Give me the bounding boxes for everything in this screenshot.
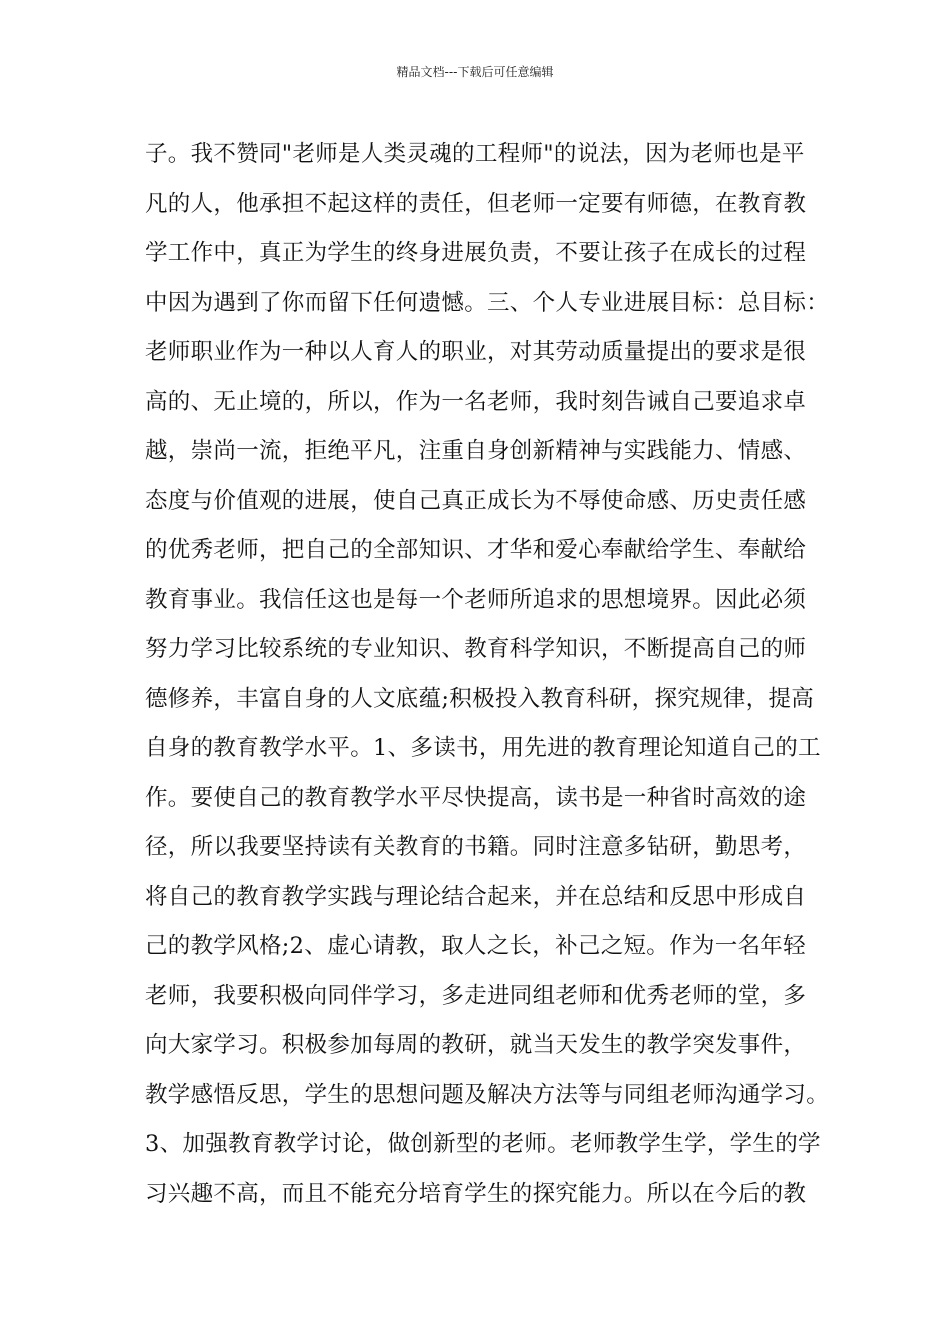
text-line: 努力学习比较系统的专业知识、教育科学知识，不断提高自己的师 [145,636,807,662]
text-line: 老师，我要积极向同伴学习，多走进同组老师和优秀老师的堂，多 [145,982,807,1009]
text-line: 老师职业作为一种以人育人的职业，对其劳动质量提出的要求是很 [145,339,807,365]
text-line: 习兴趣不高，而且不能充分培育学生的探究能力。所以在今后的教 [145,1180,807,1207]
text-line: 自身的教育教学水平。1、多读书，用先进的教育理论知道自己的工 [145,735,821,761]
text-line: 中因为遇到了你而留下任何遗憾。三、个人专业进展目标：总目标： [145,289,830,316]
text-line: 子。我不赞同"老师是人类灵魂的工程师"的说法，因为老师也是平 [145,141,805,167]
text-line: 学工作中，真正为学生的终身进展负责，不要让孩子在成长的过程 [145,240,807,266]
text-line: 作。要使自己的教育教学水平尽快提高，读书是一种省时高效的途 [145,784,807,811]
text-line: 3、加强教育教学讨论，做创新型的老师。老师教学生学，学生的学 [145,1131,821,1157]
text-line: 己的教学风格;2、虚心请教，取人之长，补己之短。作为一名年轻 [145,933,806,959]
text-line: 的优秀老师，把自己的全部知识、才华和爱心奉献给学生、奉献给 [145,537,807,563]
text-line: 向大家学习。积极参加每周的教研，就当天发生的教学突发事件， [145,1032,807,1058]
text-line: 教学感悟反思，学生的思想问题及解决方法等与同组老师沟通学习。 [145,1081,830,1108]
text-line: 将自己的教育教学实践与理论结合起来，并在总结和反思中形成自 [145,883,807,910]
text-line: 高的、无止境的，所以，作为一名老师，我时刻告诫自己要追求卓 [145,388,807,415]
text-line: 越，崇尚一流，拒绝平凡，注重自身创新精神与实践能力、情感、 [145,438,807,464]
text-line: 径，所以我要坚持读有关教育的书籍。同时注意多钻研，勤思考， [145,834,807,860]
text-line: 教育事业。我信任这也是每一个老师所追求的思想境界。因此必须 [145,586,807,613]
page-header: 精品文档---下载后可任意编辑 [396,65,554,79]
text-line: 德修养，丰富自身的人文底蕴;积极投入教育科研，探究规律，提高 [145,685,815,712]
text-line: 态度与价值观的进展，使自己真正成长为不辱使命感、历史责任感 [145,487,807,514]
text-line: 凡的人，他承担不起这样的责任，但老师一定要有师德，在教育教 [145,190,807,217]
body-text [145,130,830,1219]
